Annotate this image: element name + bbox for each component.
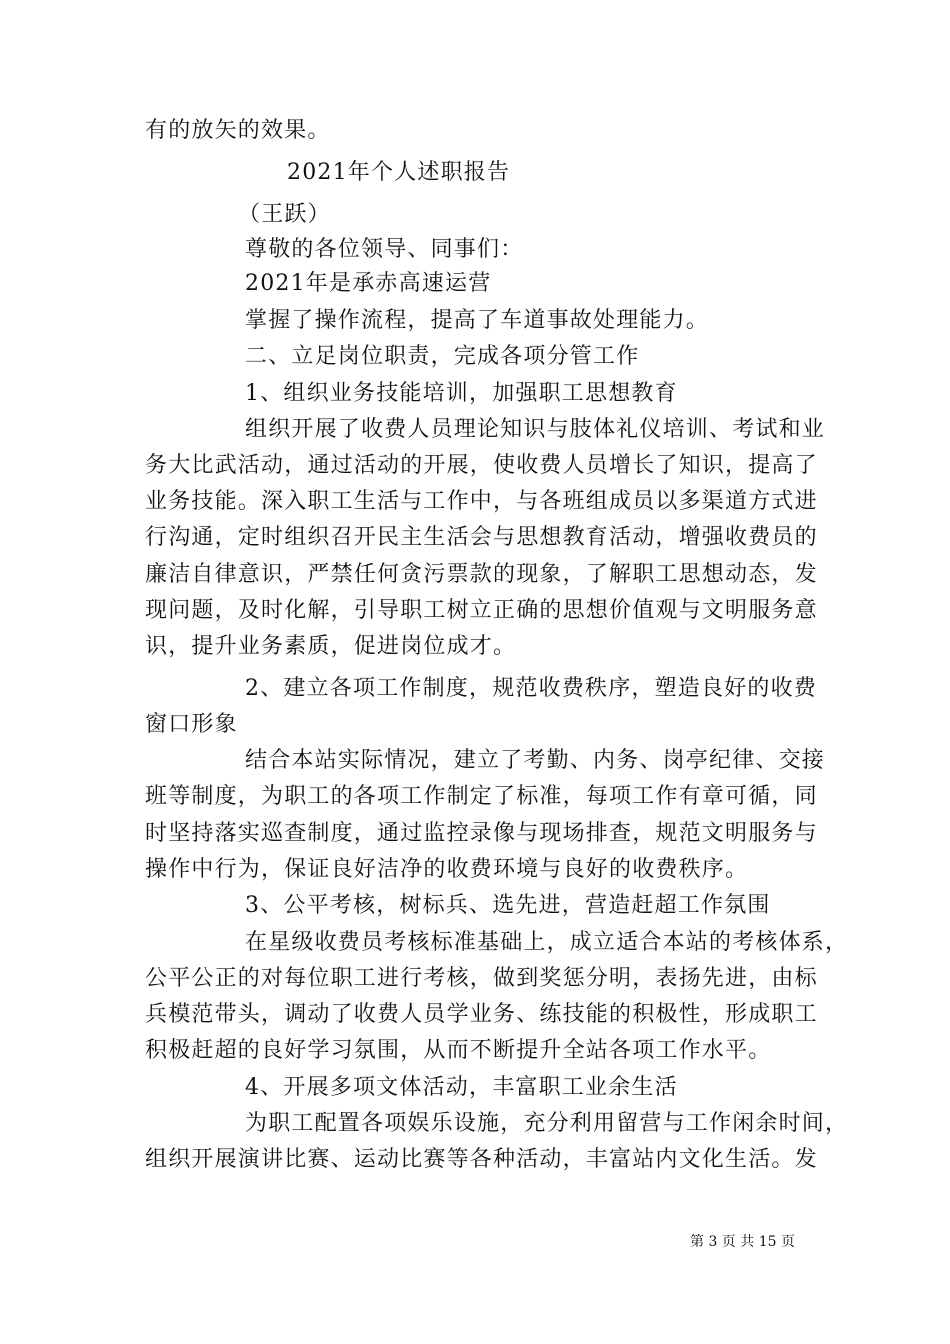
text-line: 操作中行为，保证良好洁净的收费环境与良好的收费秩序。 (145, 857, 749, 882)
text-line: 掌握了操作流程，提高了车道事故处理能力。 (245, 308, 710, 333)
text-line: 2021年是承赤高速运营 (245, 271, 492, 296)
text-line: 有的放矢的效果。 (145, 118, 331, 143)
page-number-footer: 第 3 页 共 15 页 (690, 1234, 795, 1250)
text-line: 现问题，及时化解，引导职工树立正确的思想价值观与文明服务意 (145, 598, 818, 623)
text-line: 班等制度，为职工的各项工作制定了标准，每项工作有章可循，同 (145, 784, 818, 809)
subsection-heading: 4、开展多项文体活动，丰富职工业余生活 (245, 1075, 678, 1100)
text-line: 公平公正的对每位职工进行考核，做到奖惩分明，表扬先进，由标 (145, 966, 818, 991)
subsection-heading: 2、建立各项工作制度，规范收费秩序，塑造良好的收费 (245, 676, 817, 701)
text-line: 廉洁自律意识，严禁任何贪污票款的现象，了解职工思想动态，发 (145, 562, 818, 587)
text-line: 识，提升业务素质，促进岗位成才。 (145, 634, 517, 659)
subsection-heading-cont: 窗口形象 (145, 712, 238, 737)
text-line: 在星级收费员考核标准基础上，成立适合本站的考核体系， (245, 930, 849, 955)
subsection-heading: 1、组织业务技能培训，加强职工思想教育 (245, 381, 678, 406)
text-line: 结合本站实际情况，建立了考勤、内务、岗亭纪律、交接 (245, 748, 826, 773)
report-title: 2021年个人述职报告 (287, 160, 511, 185)
subsection-heading: 3、公平考核，树标兵、选先进，营造赶超工作氛围 (245, 893, 771, 918)
text-line: 业务技能。深入职工生活与工作中，与各班组成员以多渠道方式进 (145, 489, 818, 514)
text-line: 务大比武活动，通过活动的开展，使收费人员增长了知识，提高了 (145, 453, 818, 478)
text-line: 积极赶超的良好学习氛围，从而不断提升全站各项工作水平。 (145, 1038, 772, 1063)
text-line: 兵模范带头，调动了收费人员学业务、练技能的积极性，形成职工 (145, 1002, 818, 1027)
text-line: 为职工配置各项娱乐设施，充分利用留营与工作闲余时间， (245, 1111, 849, 1136)
text-line: 行沟通，定时组织召开民主生活会与思想教育活动，增强收费员的 (145, 525, 818, 550)
section-heading: 二、立足岗位职责，完成各项分管工作 (245, 344, 640, 369)
salutation: 尊敬的各位领导、同事们： (245, 237, 524, 262)
author-name: （王跃） (238, 202, 331, 227)
text-line: 时坚持落实巡查制度，通过监控录像与现场排查，规范文明服务与 (145, 821, 818, 846)
text-line: 组织开展演讲比赛、运动比赛等各种活动，丰富站内文化生活。发 (145, 1147, 818, 1172)
text-line: 组织开展了收费人员理论知识与肢体礼仪培训、考试和业 (245, 417, 826, 442)
